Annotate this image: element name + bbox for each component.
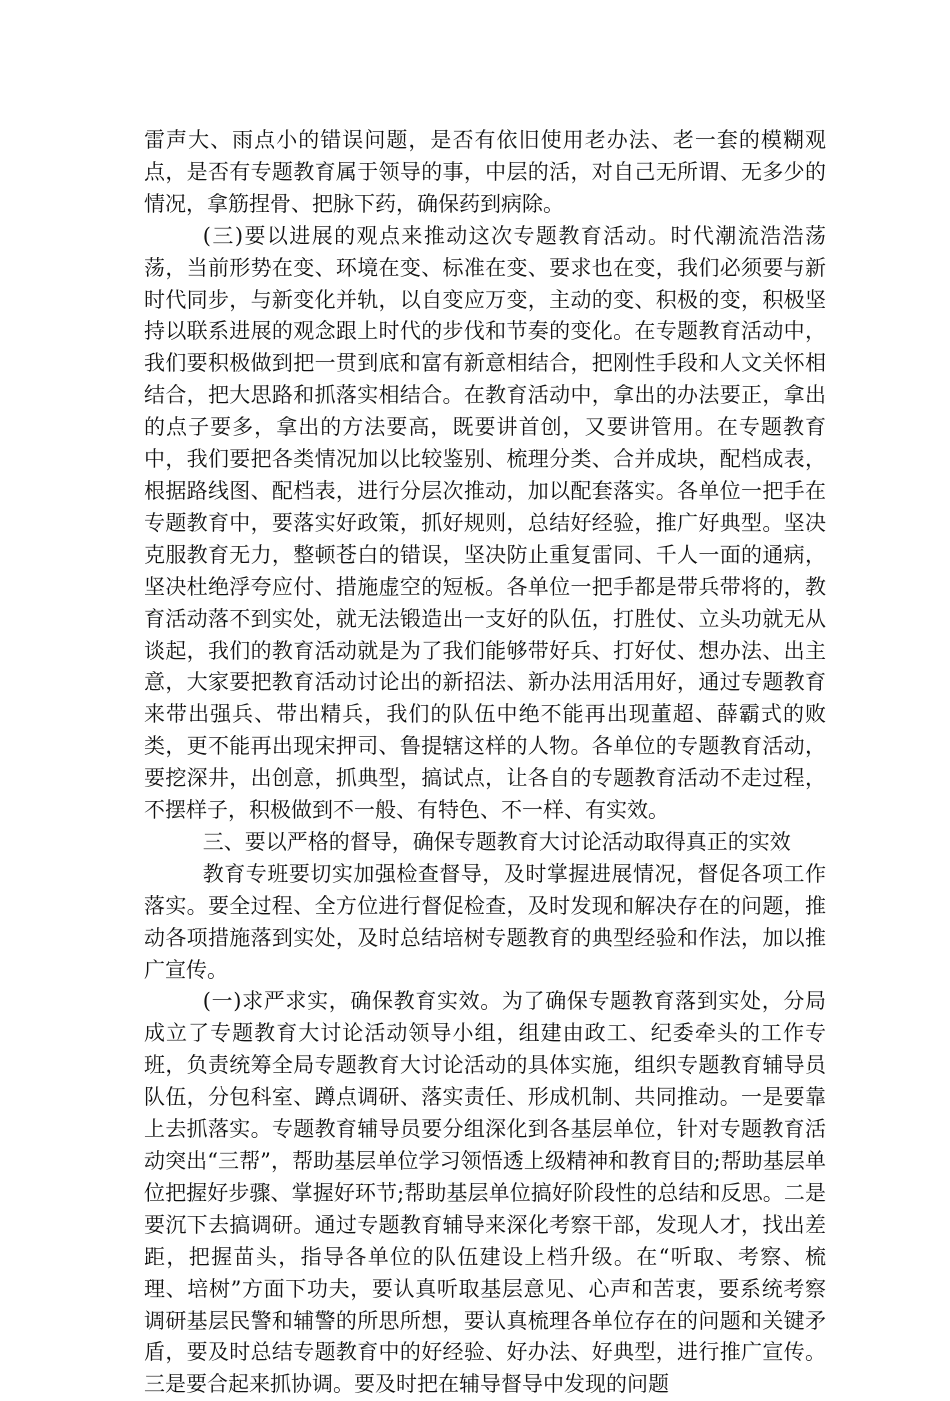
section-heading-supervision: 三、要以严格的督导，确保专题教育大讨论活动取得真正的实效 — [202, 829, 791, 854]
document-body — [144, 125, 826, 1401]
paragraph-supervision-intro: 教育专班要切实加强检查督导，及时掌握进展情况，督促各项工作落实。要全过程、全方位进行督促检查，及时发现和解决存在的问题，推动各项措施落到实处，及时总结培树专题教育的典型经验和作法，加以推广宣传。 — [144, 861, 826, 982]
paragraph-seek-truth: (一)求严求实，确保教育实效。为了确保专题教育落到实处，分局成立了专题教育大讨论活动领导小组，组建由政工、纪委牵头的工作专班，负责统筹全局专题教育大讨论活动的具体实施，组织专题教育辅导员队伍，分包科室、蹲点调研、落实责任、形成机制、共同推动。一是要靠上去抓落实。专题教育辅导员要分组深化到各基层单位，针对专题教育活动突出“三帮”，帮助基层单位学习领悟透上级精神和教育目的;帮助基层单位把握好步骤、掌握好环节;帮助基层单位搞好阶段性的总结和反思。二是要沉下去搞调研。通过专题教育辅导来深化考察干部，发现人才，找出差距，把握苗头，指导各单位的队伍建设上档升级。在“听取、考察、梳理、培树”方面下功夫，要认真听取基层意见、心声和苦衷，要系统考察调研基层民警和辅警的所思所想，要认真梳理各单位存在的问题和关键矛盾，要及时总结专题教育中的好经验、好办法、好典型，进行推广宣传。三是要合起来抓协调。要及时把在辅导督导中发现的问题 — [144, 989, 826, 1397]
paragraph-continuation: 雷声大、雨点小的错误问题，是否有依旧使用老办法、老一套的模糊观点，是否有专题教育属于领导的事，中层的活，对自己无所谓、无多少的情况，拿筋捏骨、把脉下药，确保药到病除。 — [144, 128, 826, 216]
paragraph-section-three-progress: (三)要以进展的观点来推动这次专题教育活动。时代潮流浩浩荡荡，当前形势在变、环境在变、标准在变、要求也在变，我们必须要与新时代同步，与新变化并轨，以自变应万变，主动的变、积极的变，积极坚持以联系进展的观念跟上时代的步伐和节奏的变化。在专题教育活动中，我们要积极做到把一贯到底和富有新意相结合，把刚性手段和人文关怀相结合，把大思路和抓落实相结合。在教育活动中，拿出的办法要正，拿出的点子要多，拿出的方法要高，既要讲首创，又要讲管用。在专题教育中，我们要把各类情况加以比较鉴别、梳理分类、合并成块，配档成表，根据路线图、配档表，进行分层次推动，加以配套落实。各单位一把手在专题教育中，要落实好政策，抓好规则，总结好经验，推广好典型。坚决克服教育无力，整顿苍白的错误，坚决防止重复雷同、千人一面的通病，坚决杜绝浮夸应付、措施虚空的短板。各单位一把手都是带兵带将的，教育活动落不到实处，就无法锻造出一支好的队伍，打胜仗、立头功就无从谈起，我们的教育活动就是为了我们能够带好兵、打好仗、想办法、出主意，大家要把教育活动讨论出的新招法、新办法用活用好，通过专题教育来带出强兵、带出精兵，我们的队伍中绝不能再出现董超、薛霸式的败类，更不能再出现宋押司、鲁提辖这样的人物。各单位的专题教育活动，要挖深井，出创意，抓典型，搞试点，让各自的专题教育活动不走过程，不摆样子，积极做到不一般、有特色、不一样、有实效。 — [144, 223, 826, 823]
